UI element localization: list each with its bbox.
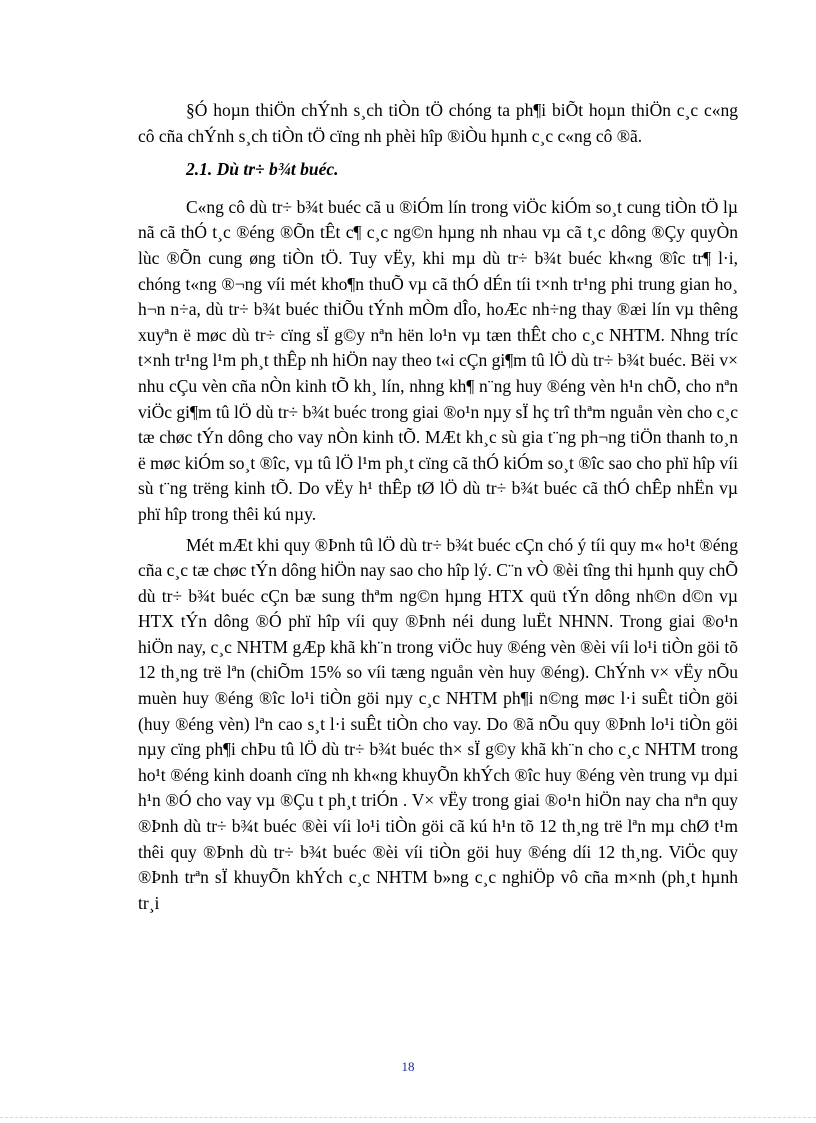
paragraph-intro: §Ó hoµn thiÖn chÝnh s¸ch tiÒn tÖ chóng ta ph¶i biÕt hoµn thiÖn c¸c c«ng cô cña chÝnh s¸ch tiÒn tÖ cïng nh phèi hîp ®iÒu hµnh c¸c c«ng cô ®ã.: [138, 100, 738, 146]
page-number: 18: [401, 1059, 415, 1074]
paragraph-reserve-ratio-policy: Mét mÆt khi quy ®Þnh tû lÖ dù tr÷ b¾t buéc cÇn chó ý tíi quy m« ho¹t ®éng cña c¸c tæ chøc tÝn dông hiÖn nay sao cho hîp lý. C¨n vÒ ®èi tîng thi hµnh quy chÕ dù tr÷ b¾t buéc cÇn bæ sung thªm ng©n hµng HTX quü tÝn dông nh©n d©n vµ HTX tÝn dông ®Ó phï hîp víi quy ®Þnh néi dung luËt NHNN. Trong giai ®o¹n hiÖn nay, c¸c NHTM gÆp khã kh¨n trong viÖc huy ®éng vèn ®èi víi lo¹i tiÒn göi tõ 12 th¸ng trë lªn (chiÕm 15% so víi tæng nguån vèn huy ®éng). ChÝnh v× vËy nÕu muèn huy ®éng ®îc lo¹i tiÒn göi nµy c¸c NHTM ph¶i n©ng møc l·i suÊt tiÒn göi (huy ®éng vèn) lªn cao s¸t l·i suÊt tiÒn cho vay. Do ®ã nÕu quy ®Þnh lo¹i tiÒn göi nµy cïng ph¶i chÞu tû lÖ dù tr÷ b¾t buéc th× sÏ g©y khã kh¨n cho c¸c NHTM trong ho¹t ®éng kinh doanh cïng nh kh«ng khuyÕn khÝch ®îc huy ®éng vèn trung vµ dµi h¹n ®Ó cho vay vµ ®Çu t ph¸t triÓn . V× vËy trong giai ®o¹n hiÖn nay cha nªn quy ®Þnh dù tr÷ b¾t buéc ®èi víi lo¹i tiÒn göi cã kú h¹n tõ 12 th¸ng trë lªn mµ chØ t¹m thêi quy ®Þnh dù tr÷ b¾t buéc ®èi víi tiÒn göi huy ®éng díi 12 th¸ng. ViÖc quy ®Þnh trªn sÏ khuyÕn khÝch c¸c NHTM b»ng c¸c nghiÖp vô cña m×nh (ph¸t hµnh tr¸i: [138, 534, 738, 913]
page-body: [138, 98, 738, 921]
footer-divider: [0, 1117, 816, 1118]
section-heading: 2.1. Dù tr÷ b¾t buéc.: [186, 159, 339, 180]
paragraph-reserve-requirement: C«ng cô dù tr÷ b¾t buéc cã u ®iÓm lín trong viÖc kiÓm so¸t cung tiÒn tÖ lµ nã cã thÓ t¸c ®éng ®Õn tÊt c¶ c¸c ng©n hµng nh nhau vµ cã t¸c dông ®Çy quyÒn lùc ®Õn cung øng tiÒn tÖ. Tuy vËy, khi mµ dù tr÷ b¾t buéc kh«ng ®îc tr¶ l·i, chóng t«ng ®¬ng víi mét kho¶n thuÕ vµ cã thÓ dÉn tíi t×nh tr¹ng phi trung gian ho¸ h¬n n÷a, dù tr÷ b¾t buéc thiÕu tÝnh mÒm dÎo, hoÆc nh÷ng thay ®æi lín vµ thêng xuyªn ë møc dù tr÷ cïng sÏ g©y nªn hën lo¹n vµ tæn thÊt cho c¸c NHTM. Nhng tríc t×nh tr¹ng l¹m ph¸t thÊp nh hiÖn nay theo t«i cÇn gi¶m tû lÖ dù tr÷ b¾t buéc. Bëi v× nhu cÇu vèn cña nÒn kinh tÕ kh¸ lín, nhng kh¶ n¨ng huy ®éng vèn h¹n chÕ, cho nªn viÖc gi¶m tû lÖ dù tr÷ b¾t buéc trong giai ®o¹n nµy sÏ hç trî thªm nguån vèn cho c¸c tæ chøc tÝn dông cho vay nÒn kinh tÕ. MÆt kh¸c sù gia t¨ng ph¬ng tiÖn thanh to¸n ë møc kiÓm so¸t ®îc, vµ tû lÖ l¹m ph¸t cïng cã thÓ kiÓm so¸t ®îc sao cho phï hîp víi sù t¨ng trëng kinh tÕ. Do vËy h¹ thÊp tØ lÖ dù tr÷ b¾t buéc cã thÓ chÊp nhËn vµ phï hîp trong thêi kú nµy.: [138, 196, 738, 524]
